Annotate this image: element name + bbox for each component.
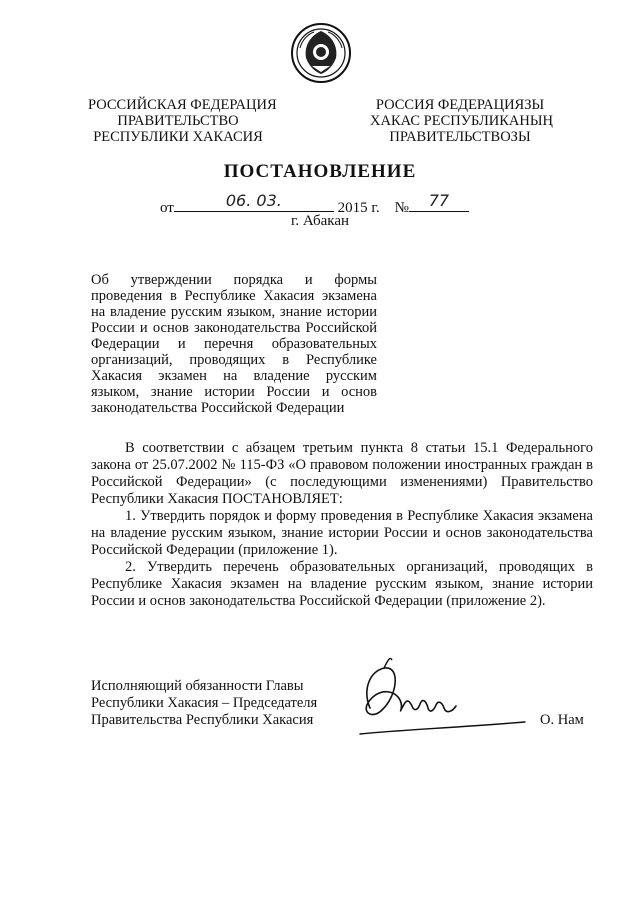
number-prefix: № <box>394 200 409 216</box>
header-right <box>370 97 553 145</box>
date-handwritten: 06. 03. <box>225 191 282 210</box>
header-right-line: РОССИЯ ФЕДЕРАЦИЯЗЫ <box>375 97 545 113</box>
signatory-title-line: Республики Хакасия – Председателя <box>91 695 318 711</box>
body-block <box>91 440 593 610</box>
date-prefix: от <box>160 200 174 216</box>
number-handwritten: 77 <box>428 191 450 210</box>
header-left-line: РЕСПУБЛИКИ ХАКАСИЯ <box>93 129 263 145</box>
city-label: г. Абакан <box>290 213 350 229</box>
item-paragraph: 1. Утвердить порядок и форму проведения в Республике Хакасия экзамена на владение русским языком, знание истории России и основ законодательства Российской Федерации (приложение 1). <box>91 508 593 558</box>
handwritten-signature-icon <box>340 650 540 750</box>
header-right-line: ПРАВИТЕЛЬСТВОЗЫ <box>389 129 531 145</box>
header-left <box>88 97 277 145</box>
signatory-name: О. Нам <box>540 712 584 728</box>
document-title: ПОСТАНОВЛЕНИЕ <box>223 161 417 182</box>
item-paragraph: 2. Утвердить перечень образовательных организаций, проводящих в Республике Хакасия экзамен на владение русским языком, знание истории России и основ законодательства Российской Федерации (приложение 2). <box>91 559 593 609</box>
signatory-title-line: Правительства Республики Хакасия <box>91 712 314 728</box>
header-left-line: РОССИЙСКАЯ ФЕДЕРАЦИЯ <box>88 97 277 113</box>
coat-of-arms-emblem-icon <box>290 22 352 84</box>
header-right-line: ХАКАС РЕСПУБЛИКАНЫҢ <box>370 113 553 129</box>
date-field <box>174 191 334 212</box>
signatory-title-line: Исполняющий обязанности Главы <box>91 678 304 694</box>
year-label: 2015 г. <box>337 200 380 216</box>
signatory-title <box>91 678 317 729</box>
preamble-paragraph: В соответствии с абзацем третьим пункта 8 статьи 15.1 Федерального закона от 25.07.2002 № 115-ФЗ «О правовом положении иностранных граждан в Российской Федерации» (с последующими изменениями) Правительство Республики Хакасия ПОСТАНОВЛЯЕТ: <box>91 440 593 507</box>
subject-text: Об утверждении порядка и формы проведения в Республике Хакасия экзамена на владение русским языком, знание истории России и основ законодательства Российской Федерации и перечня образовательных организаций, проводящих в Республике Хакасия экзамен на владение русским языком, знание истории России и основ законодательства Российской Федерации <box>91 272 377 416</box>
header-left-line: ПРАВИТЕЛЬСТВО <box>117 113 239 129</box>
number-field <box>409 191 469 212</box>
subject-block <box>91 272 377 416</box>
